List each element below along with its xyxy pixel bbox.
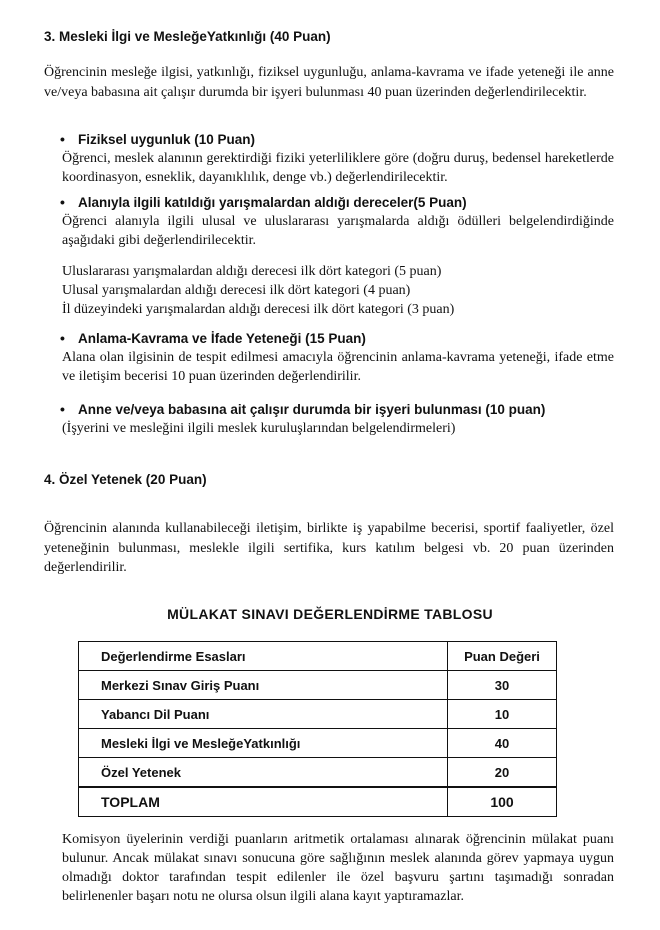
section-3-heading: 3. Mesleki İlgi ve MesleğeYatkınlığı (40 Puan)	[44, 29, 331, 44]
competition-score-line: Ulusal yarışmalardan aldığı derecesi ilk dört kategori (4 puan)	[62, 283, 411, 298]
footer-paragraph: Komisyon üyelerinin verdiği puanların aritmetik ortalaması alınarak öğrencinin mülakat puanı bulunur. Ancak mülakat sınavı sonucuna göre sağlığının meslek alanında görev yapmaya uygun olmadığı doktor tarafından tespit edilenler ile özel başvuru şartını taşımadığı sonradan belirlenenler başarı notu ne olursa olsun ilgili alana kayıt yaptıramazlar.	[62, 832, 614, 904]
table-total-row	[79, 787, 557, 817]
section-4-text: Öğrencinin alanında kullanabileceği iletişim, birlikte iş yapabilme becerisi, sportif faaliyetler, özel yeteneğinin bulunması, meslekle ilgili sertifika, kurs katılım belgesi vb. 20 puan üzerinden değerlendirilir.	[44, 521, 614, 575]
criterion-cell: Özel Yetenek	[79, 758, 448, 788]
bullet-dot-icon: •	[60, 330, 65, 346]
section-4-heading: 4. Özel Yetenek (20 Puan)	[44, 472, 207, 487]
score-cell: 40	[448, 729, 557, 758]
bullet-dot-icon: •	[60, 194, 65, 210]
total-label-cell: TOPLAM	[79, 787, 448, 817]
competition-score-list	[62, 262, 614, 319]
score-cell: 10	[448, 700, 557, 729]
criterion-cell: Yabancı Dil Puanı	[79, 700, 448, 729]
table-title: MÜLAKAT SINAVI DEĞERLENDİRME TABLOSU	[167, 606, 493, 622]
score-cell: 20	[448, 758, 557, 788]
score-cell: 30	[448, 671, 557, 700]
table-row	[79, 700, 557, 729]
table-row	[79, 758, 557, 788]
header-cell: Puan Değeri	[448, 642, 557, 671]
physical-fitness-text: Öğrenci, meslek alanının gerektirdiği fiziki yeterliliklere göre (doğru duruş, bedensel hareketlerde koordinasyon, esneklik, dayanıklılık, denge vb.) değerlendirilecektir.	[62, 151, 614, 185]
bullet-dot-icon: •	[60, 401, 65, 417]
bullet-title: Anlama-Kavrama ve İfade Yeteneği (15 Puan)	[78, 331, 366, 346]
workplace-text: (İşyerini ve mesleğini ilgili meslek kuruluşlarından belgelendirmeleri)	[62, 421, 456, 436]
evaluation-table	[78, 641, 557, 817]
competitions-text: Öğrenci alanıyla ilgili ulusal ve uluslararası yarışmalarda aldığı ödülleri belgelendirdiğinde aşağıdaki gibi değerlendirilecektir.	[62, 214, 614, 248]
table-row	[79, 729, 557, 758]
competition-score-line: İl düzeyindeki yarışmalardan aldığı derecesi ilk dört kategori (3 puan)	[62, 302, 455, 317]
bullet-title: Fiziksel uygunluk (10 Puan)	[78, 132, 256, 147]
table-header-row	[79, 642, 557, 671]
bullet-title: Anne ve/veya babasına ait çalışır durumda bir işyeri bulunması (10 puan)	[78, 402, 546, 417]
criterion-cell: Merkezi Sınav Giriş Puanı	[79, 671, 448, 700]
bullet-dot-icon: •	[60, 131, 65, 147]
table-row	[79, 671, 557, 700]
comprehension-text: Alana olan ilgisinin de tespit edilmesi amacıyla öğrencinin anlama-kavrama yeteneği, ifade etme ve iletişim becerisi 10 puan üzerinden değerlendirilir.	[62, 350, 614, 384]
section-3-intro: Öğrencinin mesleğe ilgisi, yatkınlığı, fiziksel uygunluğu, anlama-kavrama ve ifade yeteneği ile anne ve/veya babasına ait çalışır durumda bir işyeri bulunması 40 puan üzerinden değerlendirilecektir.	[44, 65, 614, 100]
competition-score-line: Uluslararası yarışmalardan aldığı derecesi ilk dört kategori (5 puan)	[62, 264, 442, 279]
header-cell: Değerlendirme Esasları	[79, 642, 448, 671]
criterion-cell: Mesleki İlgi ve MesleğeYatkınlığı	[79, 729, 448, 758]
bullet-title: Alanıyla ilgili katıldığı yarışmalardan aldığı dereceler(5 Puan)	[78, 195, 467, 210]
total-score-cell: 100	[448, 787, 557, 817]
